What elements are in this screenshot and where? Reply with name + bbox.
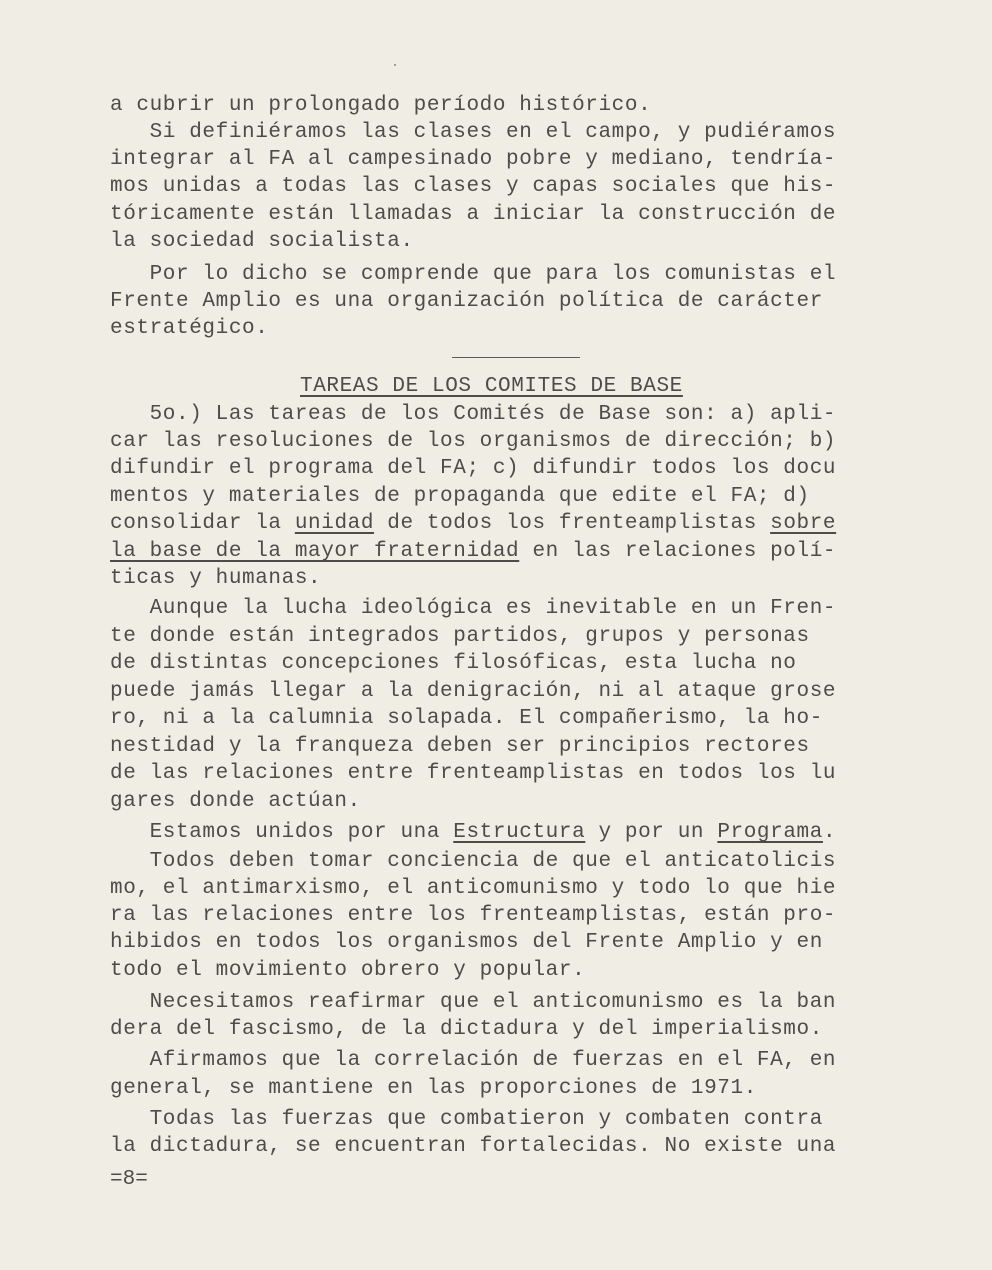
text-line: la dictadura, se encuentran fortalecidas. No existe una (110, 1135, 837, 1158)
text-line (110, 539, 836, 565)
text-line: Todas las fuerzas que combatieron y combaten contra (110, 1108, 823, 1131)
underlined-text: unidad (294, 512, 375, 535)
text-line: mos unidas a todas las clases y capas sociales que his- (110, 175, 837, 198)
text-run: . (822, 821, 837, 844)
text-line: mo, el antimarxismo, el anticomunismo y todo lo que hie (110, 877, 837, 900)
text-line: Afirmamos que la correlación de fuerzas en el FA, en (110, 1049, 837, 1072)
text-line: Aunque la lucha ideológica es inevitable en un Fren- (110, 597, 837, 620)
text-line: car las resoluciones de los organismos de dirección; b) (110, 430, 837, 453)
text-line: ro, ni a la calumnia solapada. El compañerismo, la ho- (110, 707, 823, 730)
text-line: dera del fascismo, de la dictadura y del imperialismo. (110, 1018, 823, 1041)
text-line: Todos deben tomar conciencia de que el anticatolicis (110, 850, 837, 873)
paper-speck (394, 64, 396, 66)
text-line: Por lo dicho se comprende que para los comunistas el (110, 263, 837, 286)
text-line: hibidos en todos los organismos del Frente Amplio y en (110, 931, 823, 954)
underlined-text: la base de la mayor fraternidad (110, 540, 520, 563)
text-line: mentos y materiales de propaganda que edite el FA; d) (110, 485, 810, 508)
text-line: ticas y humanas. (110, 567, 322, 590)
text-run: en las relaciones polí- (519, 540, 837, 563)
section-divider (452, 357, 580, 358)
text-line: todo el movimiento obrero y popular. (110, 959, 586, 982)
text-line: Si definiéramos las clases en el campo, y pudiéramos (110, 121, 837, 144)
text-line: integrar al FA al campesinado pobre y mediano, tendría- (110, 148, 837, 171)
section-title: TAREAS DE LOS COMITES DE BASE (300, 375, 683, 398)
text-line: general, se mantiene en las proporciones de 1971. (110, 1077, 757, 1100)
text-line: difundir el programa del FA; c) difundir todos los docu (110, 457, 837, 480)
underlined-text: Programa (717, 821, 823, 844)
text-line: puede jamás llegar a la denigración, ni al ataque grose (110, 680, 837, 703)
text-line (110, 511, 836, 537)
text-line: tóricamente están llamadas a iniciar la construcción de (110, 203, 837, 226)
text-line: nestidad y la franqueza deben ser principios rectores (110, 735, 810, 758)
text-line: estratégico. (110, 317, 269, 340)
text-line: Frente Amplio es una organización política de carácter (110, 290, 823, 313)
text-run: Estamos unidos por una (110, 821, 454, 844)
text-line: ra las relaciones entre los frenteamplistas, están pro- (110, 904, 837, 927)
text-line: 5o.) Las tareas de los Comités de Base son: a) apli- (110, 403, 837, 426)
text-line: a cubrir un prolongado período histórico. (110, 94, 652, 117)
text-line: la sociedad socialista. (110, 230, 414, 253)
underlined-text: Estructura (453, 821, 586, 844)
text-run: y por un (585, 821, 718, 844)
text-run: consolidar la (110, 512, 295, 535)
text-line: de las relaciones entre frenteamplistas en todos los lu (110, 762, 837, 785)
text-run: de todos los frenteamplistas (374, 512, 771, 535)
text-line: Necesitamos reafirmar que el anticomunismo es la ban (110, 991, 837, 1014)
text-line: de distintas concepciones filosóficas, esta lucha no (110, 652, 797, 675)
text-line: gares donde actúan. (110, 790, 361, 813)
text-line (110, 820, 836, 846)
underlined-text: sobre (770, 512, 837, 535)
page-number: =8= (110, 1168, 148, 1191)
text-line: te donde están integrados partidos, grupos y personas (110, 625, 810, 648)
